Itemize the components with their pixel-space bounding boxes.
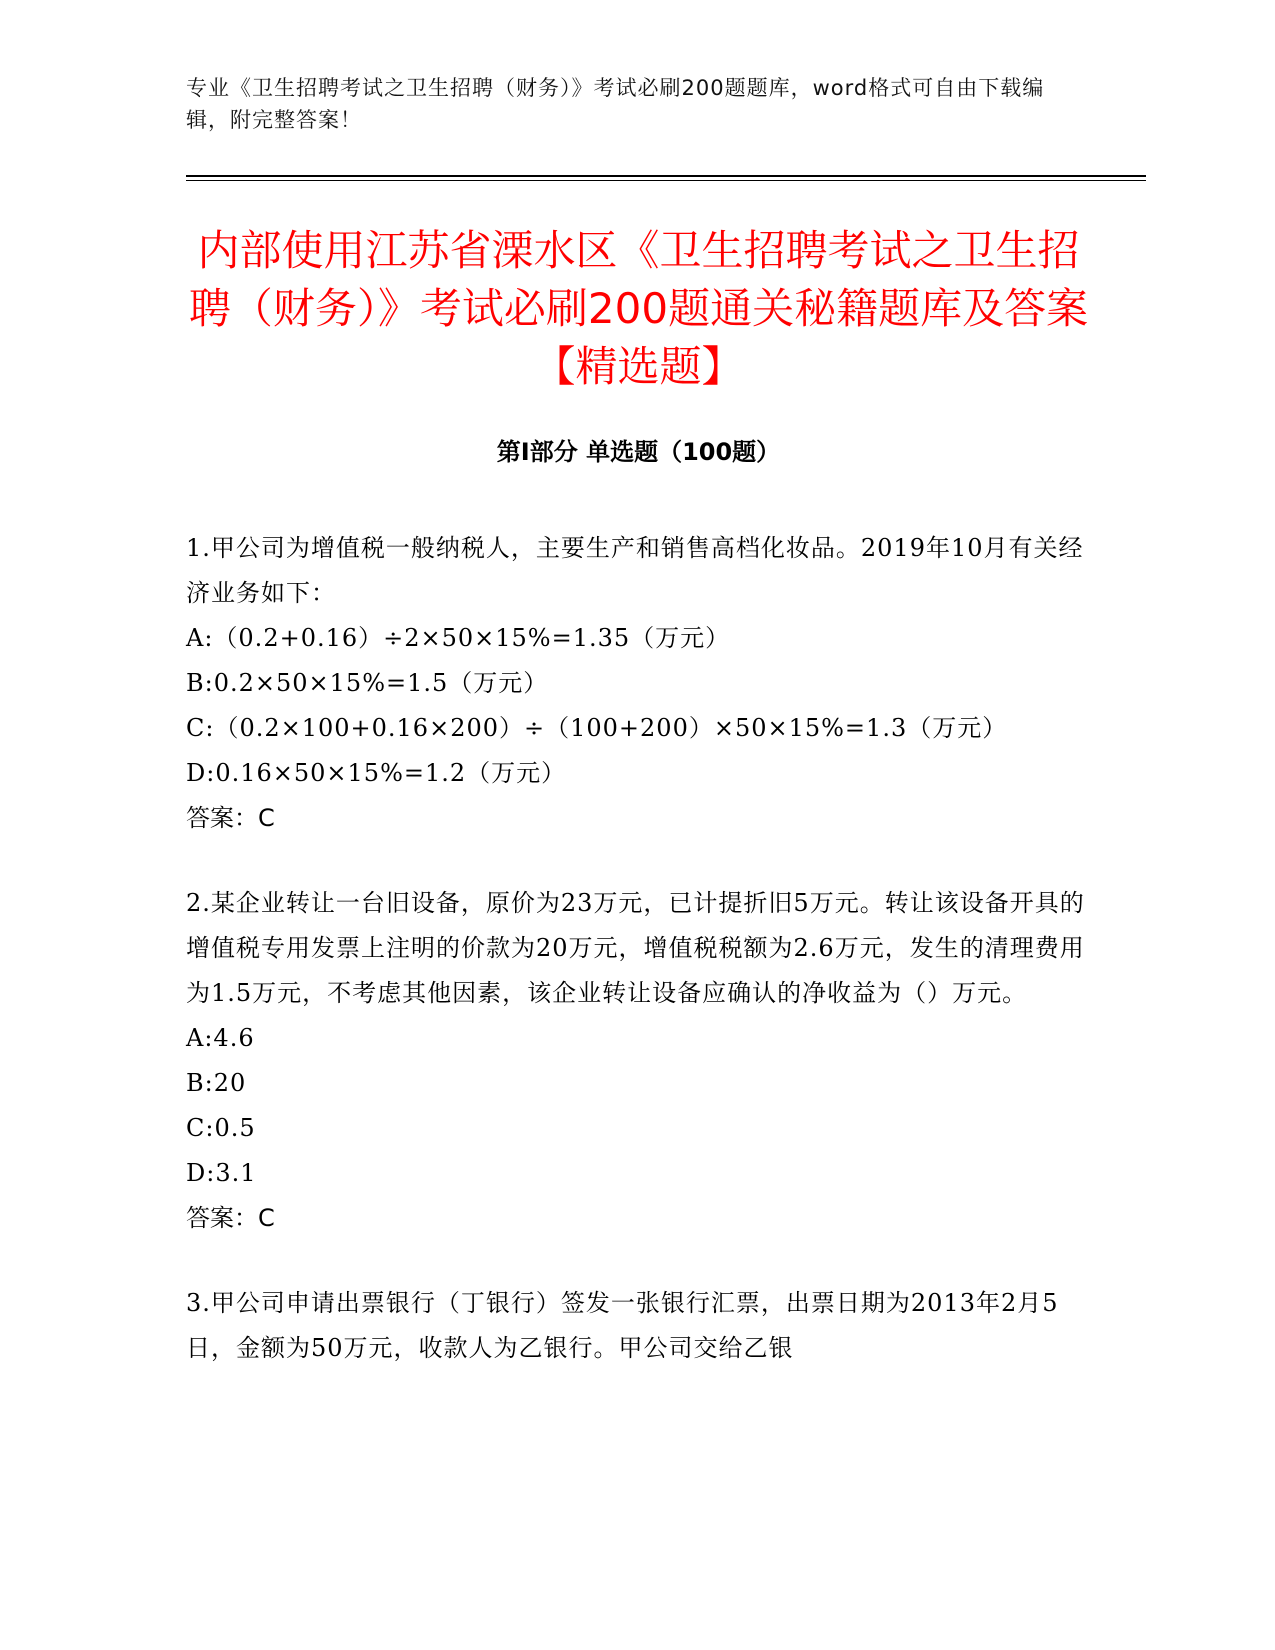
question-text: 2.某企业转让一台旧设备，原价为23万元，已计提折旧5万元。转让该设备开具的增值税专用发票上注明的价款为20万元，增值税税额为2.6万元，发生的清理费用为1.5万元，不考虑其他因素，该企业转让设备应确认的净收益为（）万元。 — [186, 889, 1085, 1007]
header-note: 专业《卫生招聘考试之卫生招聘（财务）》考试必刷200题题库，word格式可自由下载编辑，附完整答案！ — [186, 76, 1045, 132]
option-c: C:（0.2×100+0.16×200）÷（100+200）×50×15%=1.3（万元） — [186, 714, 1008, 742]
question-text: 1.甲公司为增值税一般纳税人，主要生产和销售高档化妆品。2019年10月有关经济业务如下： — [186, 534, 1084, 607]
header-divider-thin — [186, 180, 1146, 181]
answer: 答案：C — [186, 804, 275, 832]
section-title: 第Ⅰ部分 单选题（100题） — [496, 438, 781, 466]
header-divider-thick — [186, 175, 1146, 177]
option-d: D:3.1 — [186, 1159, 257, 1187]
option-b: B:0.2×50×15%=1.5（万元） — [186, 669, 549, 697]
answer: 答案：C — [186, 1204, 275, 1232]
option-a: A:（0.2+0.16）÷2×50×15%=1.35（万元） — [186, 624, 731, 652]
question-1 — [186, 526, 1086, 841]
question-list — [186, 526, 1086, 1411]
option-b: B:20 — [186, 1069, 247, 1097]
question-2 — [186, 881, 1086, 1241]
option-d: D:0.16×50×15%=1.2（万元） — [186, 759, 567, 787]
option-a: A:4.6 — [186, 1024, 255, 1052]
question-text: 3.甲公司申请出票银行（丁银行）签发一张银行汇票，出票日期为2013年2月5日，金额为50万元，收款人为乙银行。甲公司交给乙银 — [186, 1289, 1059, 1362]
question-3 — [186, 1281, 1086, 1371]
option-c: C:0.5 — [186, 1114, 256, 1142]
document-title: 内部使用江苏省溧水区《卫生招聘考试之卫生招聘（财务）》考试必刷200题通关秘籍题库及答案【精选题】 — [188, 226, 1089, 391]
